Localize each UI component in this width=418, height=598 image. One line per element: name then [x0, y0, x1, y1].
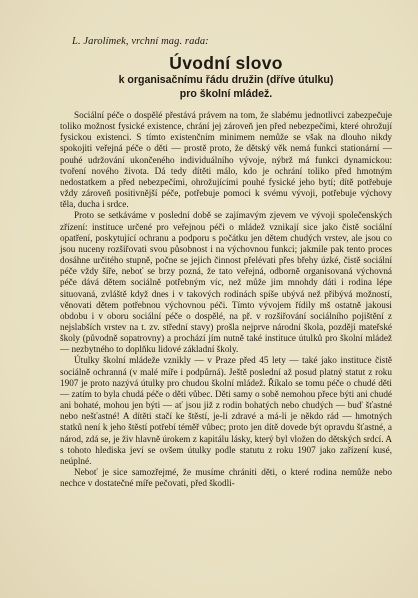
subtitle-line-1: k organisačnímu řádu družin (dříve útulku) — [118, 74, 334, 86]
paragraph: Sociální péče o dospělé přestává právem na tom, že slabému jednotlivci zabezpečuje toliko možnost fysické existence, chrání jej zároveň jen před nebezpečími, které ohrožují fysickou existenci. S tímto existenčním minimem nemůže se však na dlouho nikdy spokojiti veřejná péče o děti — prostě proto, že dětský věk nemá funkci stationární — pouhé udržování ukončeného individuálního vývoje, nýbrž má funkci dynamickou: tvoření nového života. Dá tedy dítěti málo, kdo je ochrání toliko před hmotným nedostatkem a před nebezpečími, ohrožujícími pouhé fysické jeho bytí; dítě potřebuje vždy zároveň positivnější péče, potřebuje pomoci k svému vývoji, potřebuje výchovy těla, ducha i srdce. — [60, 110, 392, 210]
body-text — [60, 110, 392, 489]
page-title: Úvodní slovo — [169, 53, 283, 73]
paragraph: Neboť je sice samozřejmé, že musíme chrániti děti, o které rodina nemůže nebo nechce v dostatečné míře pečovati, před škodli- — [60, 467, 392, 489]
subtitle-line-2: pro školní mládež. — [179, 88, 273, 100]
paragraph: Proto se setkáváme v poslední době se zajímavým zjevem ve vývoji společenských zřízení: instituce určené pro veřejnou péči o mládež vznikají sice jako čistě sociální opatření, poskytující ochranu a podporu s počátku jen dětem chudých vrstev, ale jsou co jsou nuceny rozšiřovati svou působnost i na výchovnou funkci; jakmile pak tento proces dosáhne určitého stupně, počne se jejich činnost přelévati přes břehy úzké, čistě sociální péče vždy šíře, neboť se brzy pozná, že tato veřejná, odborně organisovaná výchovná péče dává dětem sociálně potřebným víc, než může jim mnohdy dáti i rodina lépe situovaná, zvláště když dnes i v takových rodinách spíše ubývá než přibývá možností, věnovati dětem potřebnou výchovnou péči. Tímto vývojem řídily mš ostatně jakousi obdobu i v oboru sociální péče o dospělé, na př. v rozšiřování sociálního pojištění z nejslabších vrstev na t. zv. střední stavy) prošla nejprve národní škola, později mateřské školy (původně sopatrovny) a prochází jím nutně také instituce útulků pro školní mládež — nezbytného to doplňku lidové základní školy. — [60, 210, 392, 355]
paragraph: Útulky školní mládeže vznikly — v Praze před 45 lety — také jako instituce čistě sociálně ochranná (v malé míře i podpůrná). Ještě poslední až posud platný statut z roku 1907 je proto nazývá útulky pro chudou školní mládež. Říkalo se tomu péče o chudé děti — zatím to byla chudá péče o děti vůbec. Děti samy o sobě nemohou přece býti ani chudé ani bohaté, mohou jen býti — ať jsou již z rodin bohatých nebo chudých — buď šťastné nebo nešťastné! A dítěti stačí ke štěstí, je-li zdravé a má-li je někdo rád — hmotných statků není k jeho štěstí potřebí téměř vůbec; proto jen dítě dovede být opravdu šťastné, a národ, zdá se, je živ hlavně úrokem z kapitálu lásky, který byl vložen do dětských srdcí. A s tohoto hlediska jeví se ovšem útulky podle statutu z roku 1907 jako zařízení kusé, neúplné. — [60, 355, 392, 466]
author-line: L. Jarolímek, vrchní mag. rada: — [72, 36, 209, 47]
